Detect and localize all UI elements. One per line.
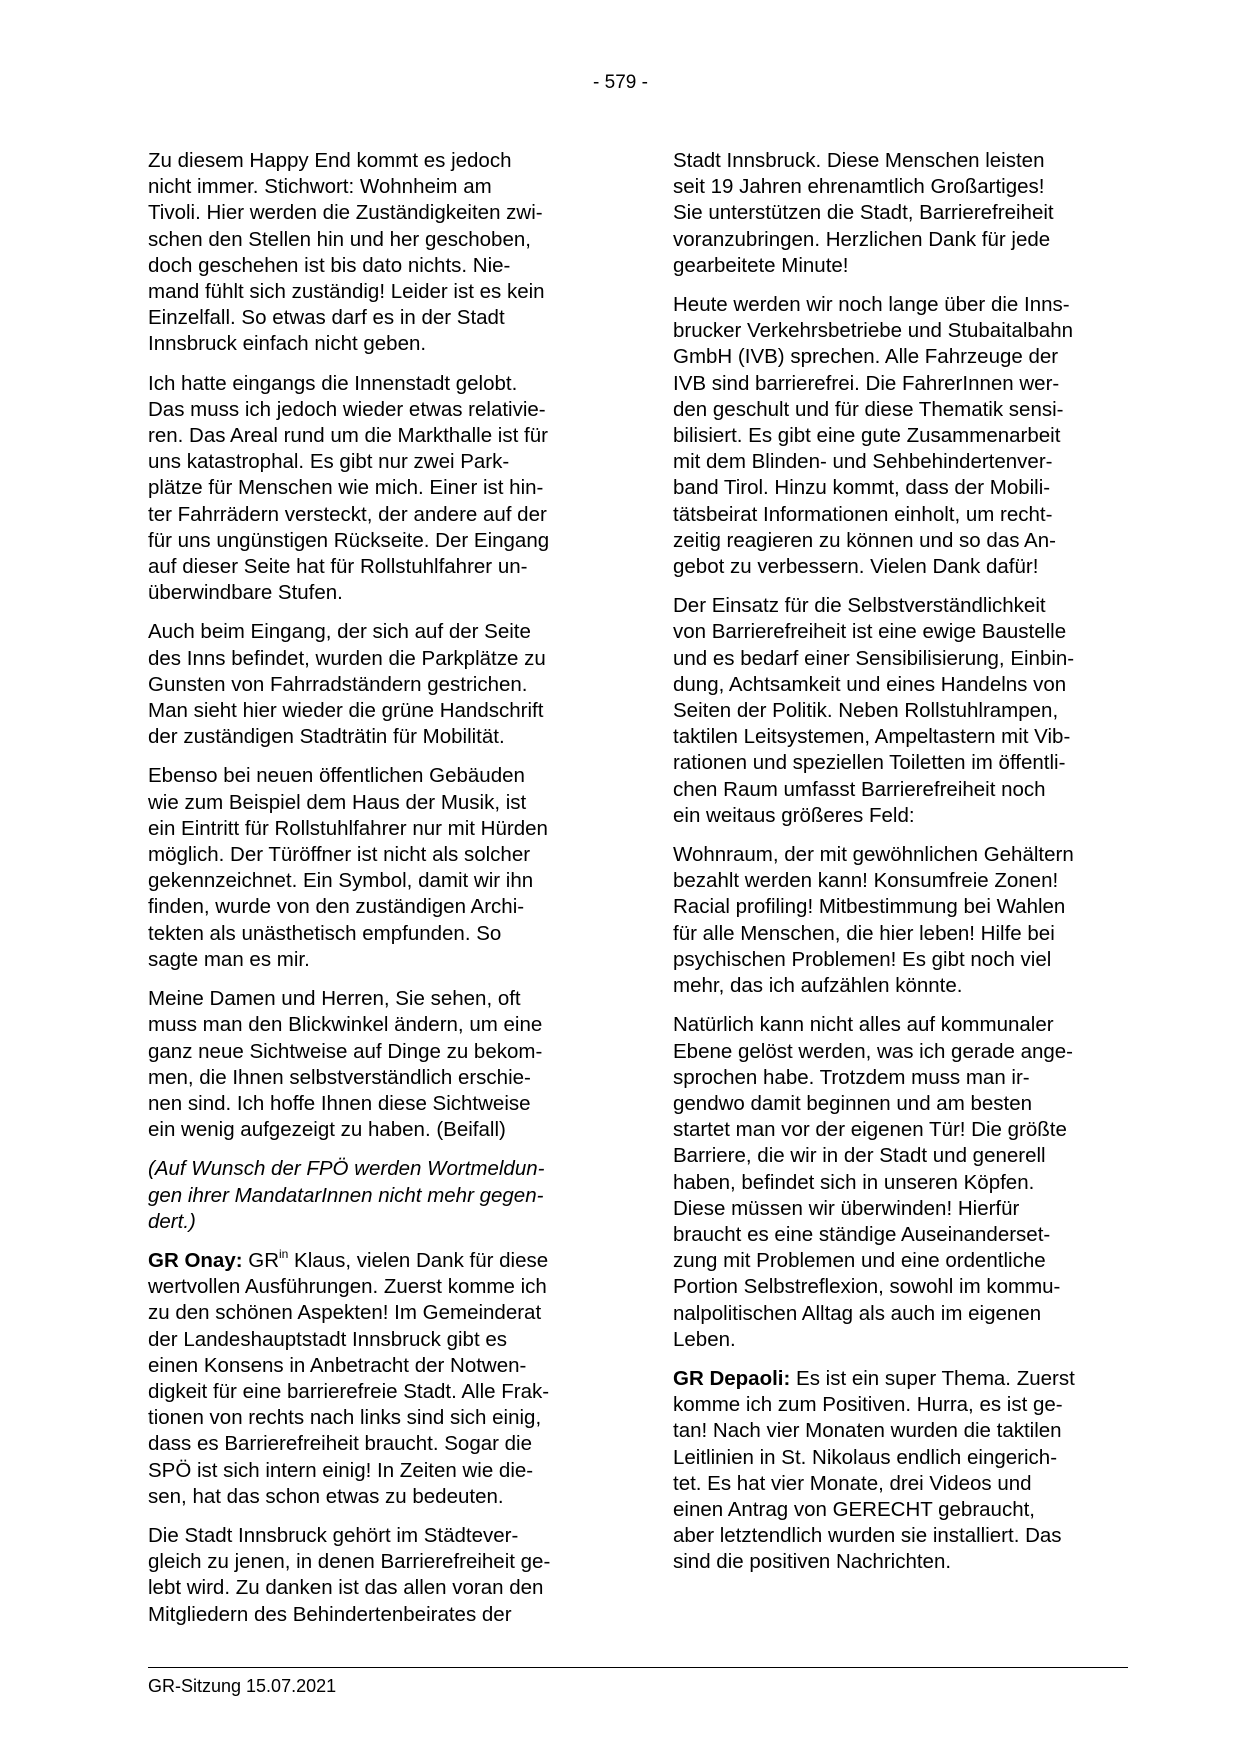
- speech-paragraph: [148, 1248, 598, 1510]
- paragraph: Ebenso bei neuen öffentlichen Gebäuden wie zum Beispiel dem Haus der Musik, ist ein Eintritt für Rollstuhlfahrer nur mit Hürden möglich. Der Türöffner ist nicht als solcher gekennzeichnet. Ein Symbol, damit wir ihn finden, wurde von den zuständigen Archi- tekten als unästhetisch empfunden. So sagte man es mir.: [148, 764, 548, 971]
- speaker-title: GR: [242, 1248, 279, 1272]
- editorial-note: (Auf Wunsch der FPÖ werden Wortmeldun- gen ihrer MandatarInnen nicht mehr gegen- dert.): [148, 1157, 545, 1233]
- paragraph: Der Einsatz für die Selbstverständlichkeit von Barrierefreiheit ist eine ewige Baustelle und es bedarf einer Sensibilisierung, Einbin- dung, Achtsamkeit und eines Handelns von Seiten der Politik. Neben Rollstuhlrampen, taktilen Leitsystemen, Ampeltastern mit Vib- rationen und speziellen Toiletten im öffentli- chen Raum umfasst Barrierefreiheit noch ein weitaus größeres Feld:: [673, 594, 1075, 827]
- paragraph: Stadt Innsbruck. Diese Menschen leisten seit 19 Jahren ehrenamtlich Großartiges! Sie unterstützen die Stadt, Barrierefreiheit voranzubringen. Herzlichen Dank für jede gearbeitete Minute!: [673, 149, 1054, 277]
- speaker-name: GR Depaoli:: [673, 1366, 791, 1390]
- paragraph: Ich hatte eingangs die Innenstadt gelobt. Das muss ich jedoch wieder etwas relativie- ren. Das Areal rund um die Markthalle ist für uns katastrophal. Es gibt nur zwei Park- plätze für Menschen wie mich. Einer ist hin- ter Fahrrädern versteckt, der andere auf der für uns ungünstigen Rückseite. Der Eingang auf dieser Seite hat für Rollstuhlfahrer un- überwindbare Stufen.: [148, 371, 550, 605]
- title-superscript: in: [279, 1246, 289, 1261]
- speaker-name: GR Onay:: [148, 1248, 243, 1272]
- paragraph: Wohnraum, der mit gewöhnlichen Gehältern bezahlt werden kann! Konsumfreie Zonen! Racial profiling! Mitbestimmung bei Wahlen für alle Menschen, die hier leben! Hilfe bei psychischen Problemen! Es gibt noch viel mehr, das ich aufzählen könnte.: [673, 843, 1074, 998]
- paragraph: Natürlich kann nicht alles auf kommunaler Ebene gelöst werden, was ich gerade ange- sprochen habe. Trotzdem muss man ir- gendwo damit beginnen und am besten startet man vor der eigenen Tür! Die größte Barriere, die wir in der Stadt und generell haben, befindet sich in unseren Köpfen. Diese müssen wir überwinden! Hierfür braucht es eine ständige Auseinanderset- zung mit Problemen und eine ordentliche Portion Selbstreflexion, sowohl im kommu- nalpolitischen Alltag als auch im eigenen Leben.: [673, 1013, 1074, 1351]
- paragraph: Die Stadt Innsbruck gehört im Städtever- gleich zu jenen, in denen Barrierefreiheit ge- lebt wird. Zu danken ist das allen voran den Mitgliedern des Behindertenbeirates der: [148, 1523, 551, 1626]
- page-number: - 579 -: [593, 72, 648, 93]
- footer-session-date: GR-Sitzung 15.07.2021: [148, 1676, 337, 1696]
- speech-text: Klaus, vielen Dank für diese wertvollen Ausführungen. Zuerst komme ich zu den schönen Aspekten! Im Gemeinderat der Landeshauptstadt Innsbruck gibt es einen Konsens in Anbetracht der Notwen- digkeit für eine barrierefreie Stadt. Alle Frak- tionen von rechts nach links sind sich einig, dass es Barrierefreiheit braucht. Sogar die SPÖ ist sich intern einig! In Zeiten wie die- sen, hat das schon etwas zu bedeuten.: [148, 1248, 550, 1508]
- paragraph: Heute werden wir noch lange über die Inns- brucker Verkehrsbetriebe und Stubaitalbahn GmbH (IVB) sprechen. Alle Fahrzeuge der IVB sind barrierefrei. Die FahrerInnen wer- den geschult und für diese Thematik sensi- bilisiert. Es gibt eine gute Zusammenarbeit mit dem Blinden- und Sehbehindertenver- band Tirol. Hinzu kommt, dass der Mobili- tätsbeirat Informationen einholt, um recht- zeitig reagieren zu können und so das An- gebot zu verbessern. Vielen Dank dafür!: [673, 293, 1074, 579]
- speech-paragraph: [673, 1366, 1123, 1576]
- paragraph: Zu diesem Happy End kommt es jedoch nicht immer. Stichwort: Wohnheim am Tivoli. Hier werden die Zuständigkeiten zwi- schen den Stellen hin und her geschoben, doch geschehen ist bis dato nichts. Nie- mand fühlt sich zuständig! Leider ist es kein Einzelfall. So etwas darf es in der Stadt Innsbruck einfach nicht geben.: [148, 149, 545, 356]
- paragraph: Auch beim Eingang, der sich auf der Seite des Inns befindet, wurden die Parkplätze zu Gunsten von Fahrradständern gestrichen. Man sieht hier wieder die grüne Handschrift der zuständigen Stadträtin für Mobilität.: [148, 620, 546, 749]
- speech-text: Es ist ein super Thema. Zuerst komme ich zum Positiven. Hurra, es ist ge- tan! Nach vier Monaten wurden die taktilen Leitlinien in St. Nikolaus endlich eingerich- tet. Es hat vier Monate, drei Videos und einen Antrag von GERECHT gebraucht, aber letztendlich wurden sie installiert. Das sind die positiven Nachrichten.: [673, 1366, 1075, 1574]
- paragraph: Meine Damen und Herren, Sie sehen, oft muss man den Blickwinkel ändern, um eine ganz neue Sichtweise auf Dinge zu bekom- men, die Ihnen selbstverständlich erschie- nen sind. Ich hoffe Ihnen diese Sichtweise ein wenig aufgezeigt zu haben. (Beifall): [148, 987, 543, 1142]
- right-column: [673, 148, 1123, 1589]
- left-column: [148, 148, 598, 1641]
- footer-divider: [148, 1667, 1128, 1668]
